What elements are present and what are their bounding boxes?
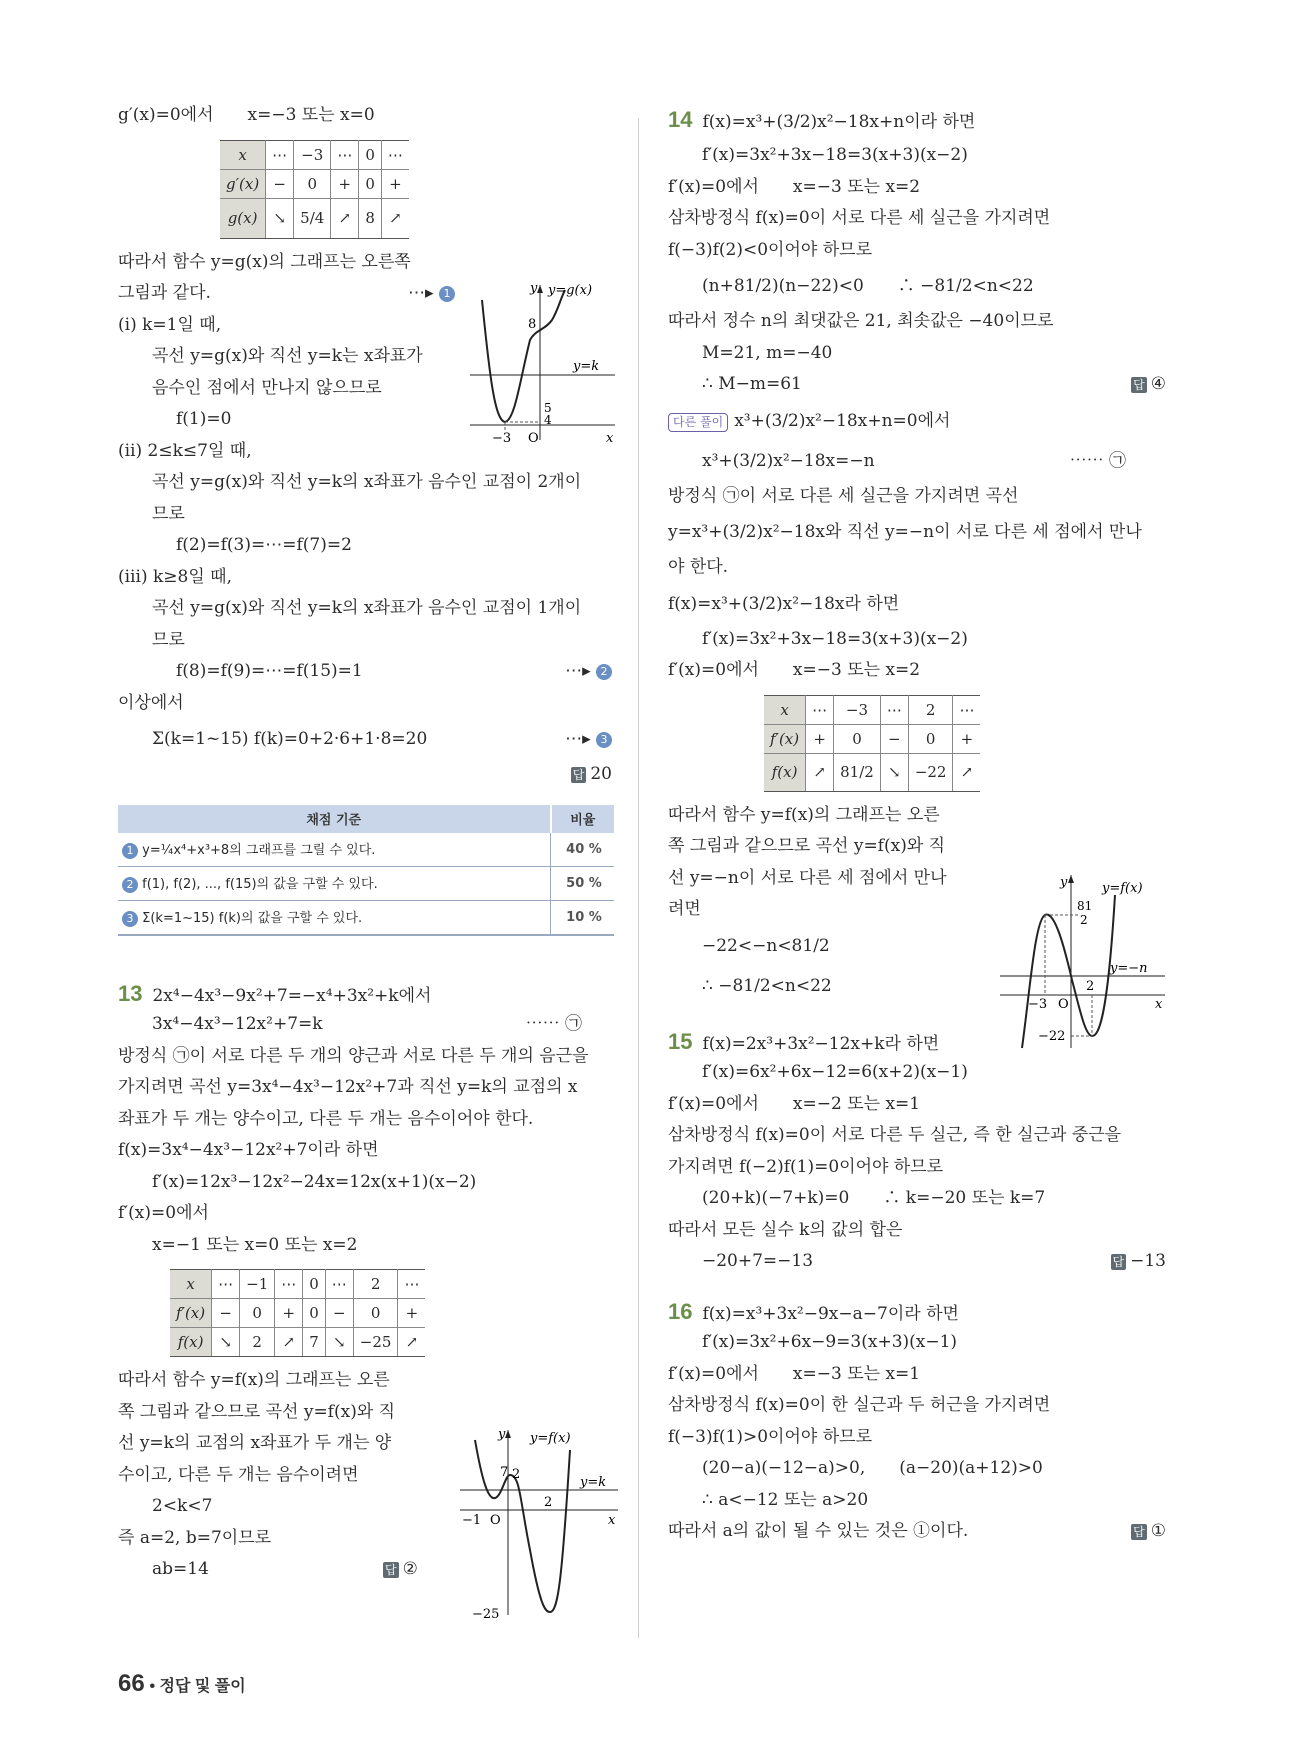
q15-header: 15 f(x)=2x³+3x²−12x+k라 하면: [668, 1028, 940, 1054]
svg-text:2: 2: [544, 1495, 553, 1510]
text-line: 곡선 y=g(x)와 직선 y=k의 x좌표가 음수인 교점이 1개이: [152, 598, 582, 618]
text-line: 그림과 같다. ⋯▸ 1: [118, 278, 612, 310]
text-line: ∴ a<−12 또는 a>20: [702, 1489, 869, 1510]
text-line: 음수인 점에서 만나지 않으므로: [152, 377, 382, 398]
svg-text:4: 4: [544, 413, 552, 427]
svg-text:y: y: [498, 1427, 506, 1442]
text-line: 방정식 ㉠이 서로 다른 두 개의 양근과 서로 다른 두 개의 음근을: [118, 1045, 589, 1066]
text-line: f′(x)=0에서 x=−3 또는 x=2: [668, 660, 921, 680]
svg-text:−25: −25: [472, 1607, 500, 1620]
text-line: −20+7=−13 답 −13: [702, 1251, 1166, 1271]
text-line: f′(x)=0에서 x=−2 또는 x=1: [668, 1093, 921, 1114]
q13-header: 13 2x⁴−4x³−9x²+7=−x⁴+3x²+k에서: [118, 980, 432, 1006]
answer-badge: 답: [1133, 377, 1145, 392]
text-line: ∴ −81/2<n<22: [702, 975, 832, 996]
text-line: (20+k)(−7+k)=0 ∴ k=−20 또는 k=7: [702, 1188, 1046, 1208]
text-line: f′(x)=3x²+6x−9=3(x+3)(x−1): [702, 1332, 958, 1352]
graph-13: [450, 1420, 620, 1620]
page-number: 66: [118, 1670, 145, 1697]
marker-1: ⋯▸ 1: [408, 278, 455, 310]
svg-text:O: O: [490, 1513, 501, 1528]
answer-badge: 답: [572, 767, 585, 782]
text-line: f′(x)=12x³−12x²−24x=12x(x+1)(x−2): [152, 1171, 477, 1192]
text-line: 삼차방정식 f(x)=0이 서로 다른 두 실근, 즉 한 실근과 중근을: [668, 1125, 1122, 1145]
text-line: 가지려면 곡선 y=3x⁴−4x³−12x²+7과 직선 y=k의 교점의 x: [118, 1077, 578, 1097]
text-line: (ⅰ) k=1일 때,: [118, 314, 222, 335]
text-line: f(−3)f(1)>0이어야 하므로: [668, 1426, 872, 1447]
answer-badge: 답: [385, 1562, 397, 1577]
text-line: x=−1 또는 x=0 또는 x=2: [152, 1234, 358, 1255]
svg-text:x: x: [608, 1513, 616, 1528]
alt-solution-line: 다른 풀이 x³+(3/2)x²−18x+n=0에서: [668, 401, 1166, 441]
text-line: 이상에서: [118, 692, 184, 713]
svg-text:x: x: [1155, 997, 1163, 1012]
alt-solution-badge: 다른 풀이: [668, 413, 728, 432]
question-number: 14: [668, 107, 693, 132]
section-title: • 정답 및 풀이: [149, 1678, 246, 1695]
graph-g: [470, 280, 620, 450]
text-line: ∴ M−m=61 답 ④: [702, 374, 1166, 394]
svg-text:−3: −3: [1028, 997, 1048, 1012]
svg-text:y=−n: y=−n: [1110, 961, 1148, 976]
text-line: f′(x)=0에서 x=−3 또는 x=1: [668, 1363, 921, 1384]
svg-text:y: y: [530, 281, 538, 296]
text-line: 삼차방정식 f(x)=0이 서로 다른 세 실근을 가지려면: [668, 208, 1051, 228]
text-line: 따라서 함수 y=g(x)의 그래프는 오른쪽: [118, 251, 411, 272]
text-line: 선 y=−n이 서로 다른 세 점에서 만나: [668, 867, 947, 888]
text-line: Σ(k=1~15) f(k)=0+2·6+1·8=20 ⋯▸ 3: [118, 719, 612, 759]
text-line: f′(x)=0에서 x=−3 또는 x=2: [668, 176, 921, 197]
text-line: (20−a)(−12−a)>0, (a−20)(a+12)>0: [702, 1458, 1043, 1478]
text-line: f(x)=3x⁴−4x³−12x²+7이라 하면: [118, 1140, 379, 1160]
text-line: 려면: [668, 899, 701, 919]
q14-header: 14 f(x)=x³+(3/2)x²−18x+n이라 하면: [668, 107, 976, 132]
svg-text:5: 5: [544, 401, 552, 415]
text-line: f(x)=x³+(3/2)x²−18x라 하면: [668, 593, 900, 614]
text-line: 따라서 a의 값이 될 수 있는 것은 ①이다. 답 ①: [668, 1521, 1166, 1541]
svg-text:−22: −22: [1038, 1029, 1066, 1044]
text-line: 므로: [152, 503, 185, 524]
svg-text:O: O: [1058, 997, 1069, 1012]
svg-text:y=f(x): y=f(x): [530, 1431, 571, 1446]
graph-14: [1000, 870, 1170, 1050]
svg-text:y: y: [1060, 875, 1068, 890]
text-line: 3x⁴−4x³−12x²+7=k ⋯⋯ ㉠: [152, 1014, 582, 1034]
text-line: 므로: [152, 629, 185, 650]
marker-2: ⋯▸ 2: [565, 656, 612, 688]
text-line: 따라서 함수 y=f(x)의 그래프는 오른: [668, 804, 940, 825]
svg-text:81: 81: [1077, 899, 1093, 913]
text-line: f(2)=f(3)=⋯=f(7)=2: [176, 535, 352, 555]
answer-line: 답 20: [572, 764, 612, 784]
text-line: 즉 a=2, b=7이므로: [118, 1527, 272, 1548]
text-line: 좌표가 두 개는 양수이고, 다른 두 개는 음수이어야 한다.: [118, 1108, 534, 1129]
text-line: y=x³+(3/2)x²−18x와 직선 y=−n이 서로 다른 세 점에서 만나: [668, 522, 1142, 542]
text-line: 가지려면 f(−2)f(1)=0이어야 하므로: [668, 1156, 944, 1177]
text-line: x³+(3/2)x²−18x=−n ⋯⋯ ㉠: [702, 450, 1126, 471]
text-line: (ⅲ) k≥8일 때,: [118, 566, 232, 587]
svg-text:y=g(x): y=g(x): [548, 283, 593, 298]
text-line: f(−3)f(2)<0이어야 하므로: [668, 239, 872, 260]
svg-text:2: 2: [1086, 979, 1095, 994]
text-line: (n+81/2)(n−22)<0 ∴ −81/2<n<22: [702, 276, 1034, 296]
text-line: ab=14 답 ②: [152, 1559, 418, 1579]
text-line: 야 한다.: [668, 557, 729, 577]
text-line: 따라서 함수 y=f(x)의 그래프는 오른: [118, 1370, 390, 1390]
page-footer: [118, 1670, 246, 1698]
question-number: 13: [118, 980, 143, 1006]
text-line: f′(x)=3x²+3x−18=3(x+3)(x−2): [702, 145, 968, 165]
text-line: 선 y=k의 교점의 x좌표가 두 개는 양: [118, 1433, 392, 1453]
svg-text:y=k: y=k: [573, 359, 600, 374]
text-line: f′(x)=0에서: [118, 1203, 209, 1223]
text-line: 2<k<7: [152, 1496, 213, 1516]
column-divider: [638, 118, 639, 1638]
text-line: 쪽 그림과 같으므로 곡선 y=f(x)와 직: [118, 1401, 396, 1422]
variation-table-g: x ⋯ −3 ⋯ 0 ⋯ g′(x) − 0 + 0 + g(x) ↘ 5/4 ↗ 8 ↗: [220, 140, 409, 239]
text-line: f′(x)=6x²+6x−12=6(x+2)(x−1): [702, 1062, 968, 1082]
text-line: 삼차방정식 f(x)=0이 한 실근과 두 허근을 가지려면: [668, 1395, 1051, 1415]
text-line: f′(x)=3x²+3x−18=3(x+3)(x−2): [702, 628, 968, 649]
answer-badge: 답: [1133, 1524, 1145, 1539]
text-line: 수이고, 다른 두 개는 음수이려면: [118, 1464, 359, 1485]
text-line: g′(x)=0에서 x=−3 또는 x=0: [118, 105, 375, 125]
text-line: (ⅱ) 2≤k≤7일 때,: [118, 440, 252, 461]
answer-badge: 답: [1112, 1254, 1125, 1269]
grading-criteria-table: 채점 기준 비율 1 y=¼x⁴+x³+8의 그래프를 그릴 수 있다. 40 % 2 f(1), f(2), ..., f(15)의 값을 구할 수 있다. 50 % 3 Σ(k=1~15) f(k)의 값을 구할 수 있다. 10 %: [118, 805, 614, 936]
svg-text:−1: −1: [462, 1513, 482, 1528]
text-line: f(8)=f(9)=⋯=f(15)=1 ⋯▸ 2: [118, 656, 612, 688]
svg-text:2: 2: [1080, 913, 1088, 927]
text-line: 곡선 y=g(x)와 직선 y=k는 x좌표가: [152, 346, 423, 366]
variation-table-13: x ⋯ −1 ⋯ 0 ⋯ 2 ⋯ f′(x) − 0 + 0 − 0 + f(x) ↘ 2 ↗ 7 ↘ −25 ↗: [170, 1269, 425, 1357]
svg-text:O: O: [528, 431, 539, 446]
svg-text:x: x: [606, 431, 614, 446]
text-line: 곡선 y=g(x)와 직선 y=k의 x좌표가 음수인 교점이 2개이: [152, 472, 582, 492]
text-line: M=21, m=−40: [702, 342, 833, 363]
svg-text:−3: −3: [492, 431, 512, 446]
variation-table-14: x ⋯ −3 ⋯ 2 ⋯ f′(x) + 0 − 0 + f(x) ↗ 81/2 ↘ −22 ↗: [764, 695, 980, 792]
text-line: 따라서 정수 n의 최댓값은 21, 최솟값은 −40이므로: [668, 311, 1054, 331]
question-number: 16: [668, 1298, 693, 1324]
question-number: 15: [668, 1028, 693, 1054]
text-line: −22<−n<81/2: [702, 935, 830, 956]
marker-3: ⋯▸ 3: [565, 719, 612, 759]
svg-text:y=k: y=k: [580, 1475, 607, 1490]
text-line: 따라서 모든 실수 k의 값의 합은: [668, 1219, 903, 1240]
svg-text:7: 7: [500, 1465, 509, 1480]
text-line: f(1)=0: [176, 409, 232, 429]
text-line: 방정식 ㉠이 서로 다른 세 실근을 가지려면 곡선: [668, 485, 1019, 506]
svg-text:8: 8: [528, 317, 537, 332]
text-line: 쪽 그림과 같으므로 곡선 y=f(x)와 직: [668, 836, 946, 856]
svg-text:y=f(x): y=f(x): [1102, 881, 1143, 896]
right-column: [668, 100, 1166, 1548]
svg-text:2: 2: [512, 1467, 521, 1482]
q16-header: 16 f(x)=x³+3x²−9x−a−7이라 하면: [668, 1298, 959, 1324]
